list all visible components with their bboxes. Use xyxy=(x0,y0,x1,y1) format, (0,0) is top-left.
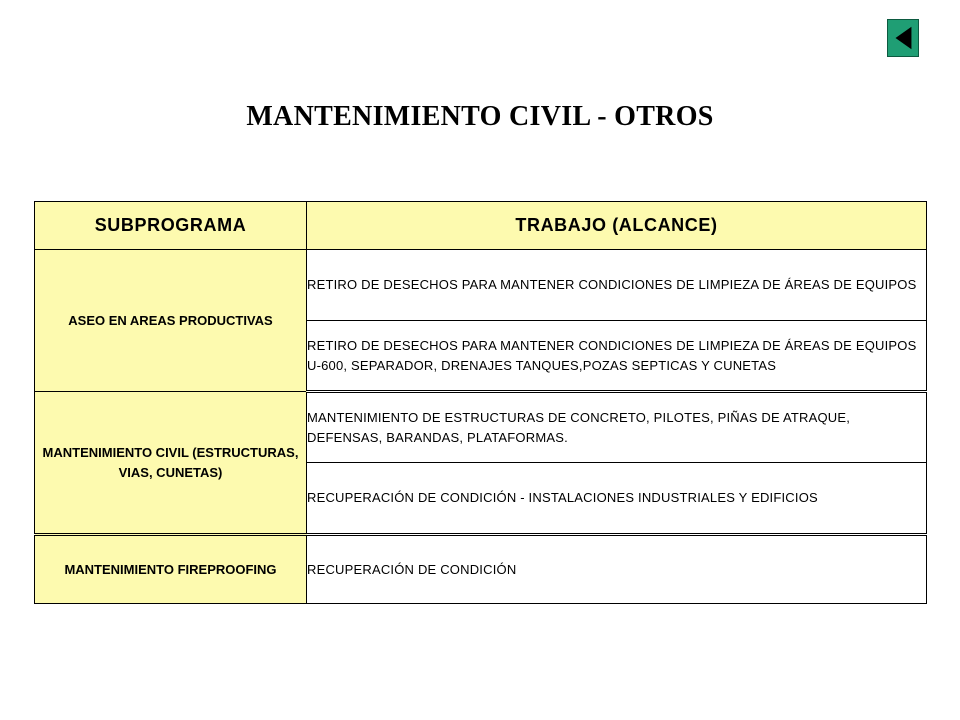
subprogram-cell: ASEO EN AREAS PRODUCTIVAS xyxy=(35,250,307,392)
triangle-left-icon xyxy=(888,20,918,56)
subprogram-cell: MANTENIMIENTO FIREPROOFING xyxy=(35,535,307,604)
header-work: TRABAJO (ALCANCE) xyxy=(307,202,927,250)
subprogram-cell: MANTENIMIENTO CIVIL (ESTRUCTURAS, VIAS, CUNETAS) xyxy=(35,392,307,535)
page-title: MANTENIMIENTO CIVIL - OTROS xyxy=(246,101,714,132)
work-cell: RETIRO DE DESECHOS PARA MANTENER CONDICIONES DE LIMPIEZA DE ÁREAS DE EQUIPOS U-600, SEPARADOR, DRENAJES TANQUES,POZAS SEPTICAS Y CUNETAS xyxy=(307,321,927,392)
work-cell: RECUPERACIÓN DE CONDICIÓN - INSTALACIONES INDUSTRIALES Y EDIFICIOS xyxy=(307,463,927,535)
table-row xyxy=(35,535,927,604)
header-subprogram: SUBPROGRAMA xyxy=(35,202,307,250)
work-cell: RETIRO DE DESECHOS PARA MANTENER CONDICIONES DE LIMPIEZA DE ÁREAS DE EQUIPOS xyxy=(307,250,927,321)
work-cell: MANTENIMIENTO DE ESTRUCTURAS DE CONCRETO, PILOTES, PIÑAS DE ATRAQUE, DEFENSAS, BARANDAS, PLATAFORMAS. xyxy=(307,392,927,463)
table-row xyxy=(35,250,927,321)
scope-table xyxy=(34,201,927,604)
table-row xyxy=(35,392,927,463)
back-button[interactable] xyxy=(887,19,919,57)
table-header-row xyxy=(35,202,927,250)
work-cell: RECUPERACIÓN DE CONDICIÓN xyxy=(307,535,927,604)
